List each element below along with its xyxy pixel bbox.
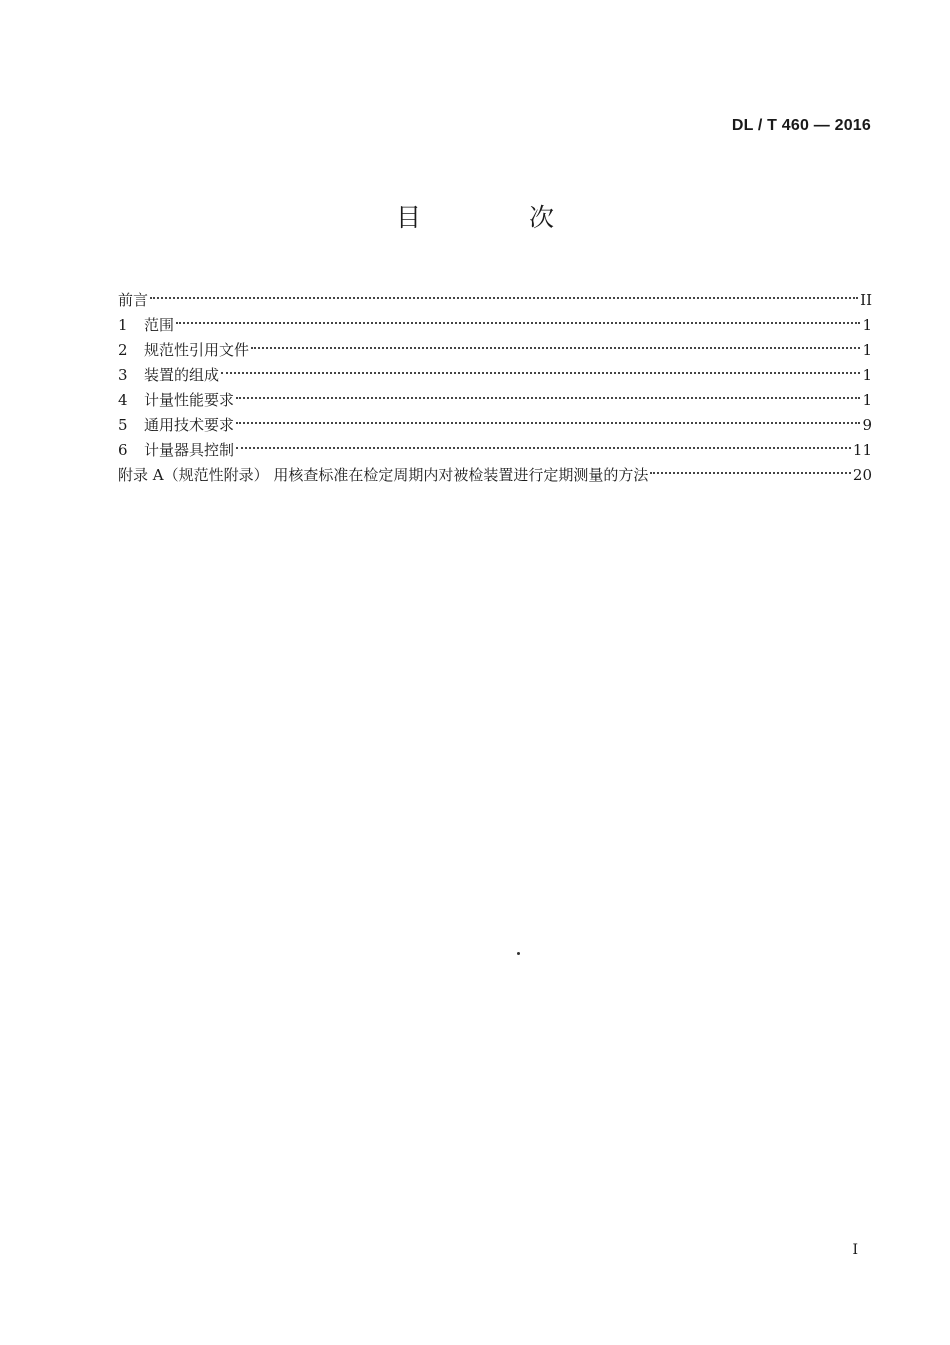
toc-entry-page: 20 [852, 466, 872, 484]
toc-entry-page: 11 [852, 441, 872, 459]
toc-leader-dots [236, 405, 860, 430]
toc-entry-number: 5 [118, 416, 128, 434]
toc-entry-label: 计量性能要求 [144, 391, 235, 409]
page-title: 目 次 [396, 203, 604, 232]
toc-entry-1[interactable] [118, 305, 872, 334]
toc-entry-page: 1 [862, 391, 872, 409]
toc-entry-label: 规范性引用文件 [144, 341, 250, 359]
toc-entry-page: II [860, 291, 872, 309]
toc-entry-label: 计量器具控制 [144, 441, 235, 459]
toc-leader-dots [650, 455, 851, 480]
toc-entry-page: 1 [862, 341, 872, 359]
page-number: I [852, 1242, 858, 1258]
toc-entry-foreword[interactable] [118, 280, 872, 309]
toc-entry-label: 前言 [118, 291, 149, 309]
toc-entry-label: 附录 A（规范性附录） 用核查标准在检定周期内对被检装置进行定期测量的方法 [118, 466, 649, 484]
toc-leader-dots [221, 355, 860, 380]
toc-entry-label: 通用技术要求 [144, 416, 235, 434]
toc-entry-4[interactable] [118, 380, 872, 409]
toc-entry-number: 1 [118, 316, 128, 334]
toc-entry-number: 3 [118, 366, 128, 384]
toc-leader-dots [176, 305, 860, 330]
toc-leader-dots [236, 380, 860, 405]
toc-entry-3[interactable] [118, 355, 872, 384]
toc-leader-dots [251, 330, 860, 355]
toc-entry-label: 装置的组成 [144, 366, 220, 384]
toc-entry-number: 6 [118, 441, 128, 459]
scan-speck [517, 952, 520, 955]
toc-entry-number: 4 [118, 391, 128, 409]
toc-entry-label: 范围 [144, 316, 175, 334]
toc-entry-page: 1 [862, 316, 872, 334]
toc-leader-dots [236, 430, 851, 455]
toc-entry-page: 1 [862, 366, 872, 384]
toc-entry-page: 9 [862, 416, 872, 434]
toc-entry-2[interactable] [118, 330, 872, 359]
toc-leader-dots [150, 280, 858, 305]
toc-entry-number: 2 [118, 341, 128, 359]
table-of-contents [118, 280, 872, 484]
standard-number: DL / T 460 — 2016 [731, 117, 871, 134]
